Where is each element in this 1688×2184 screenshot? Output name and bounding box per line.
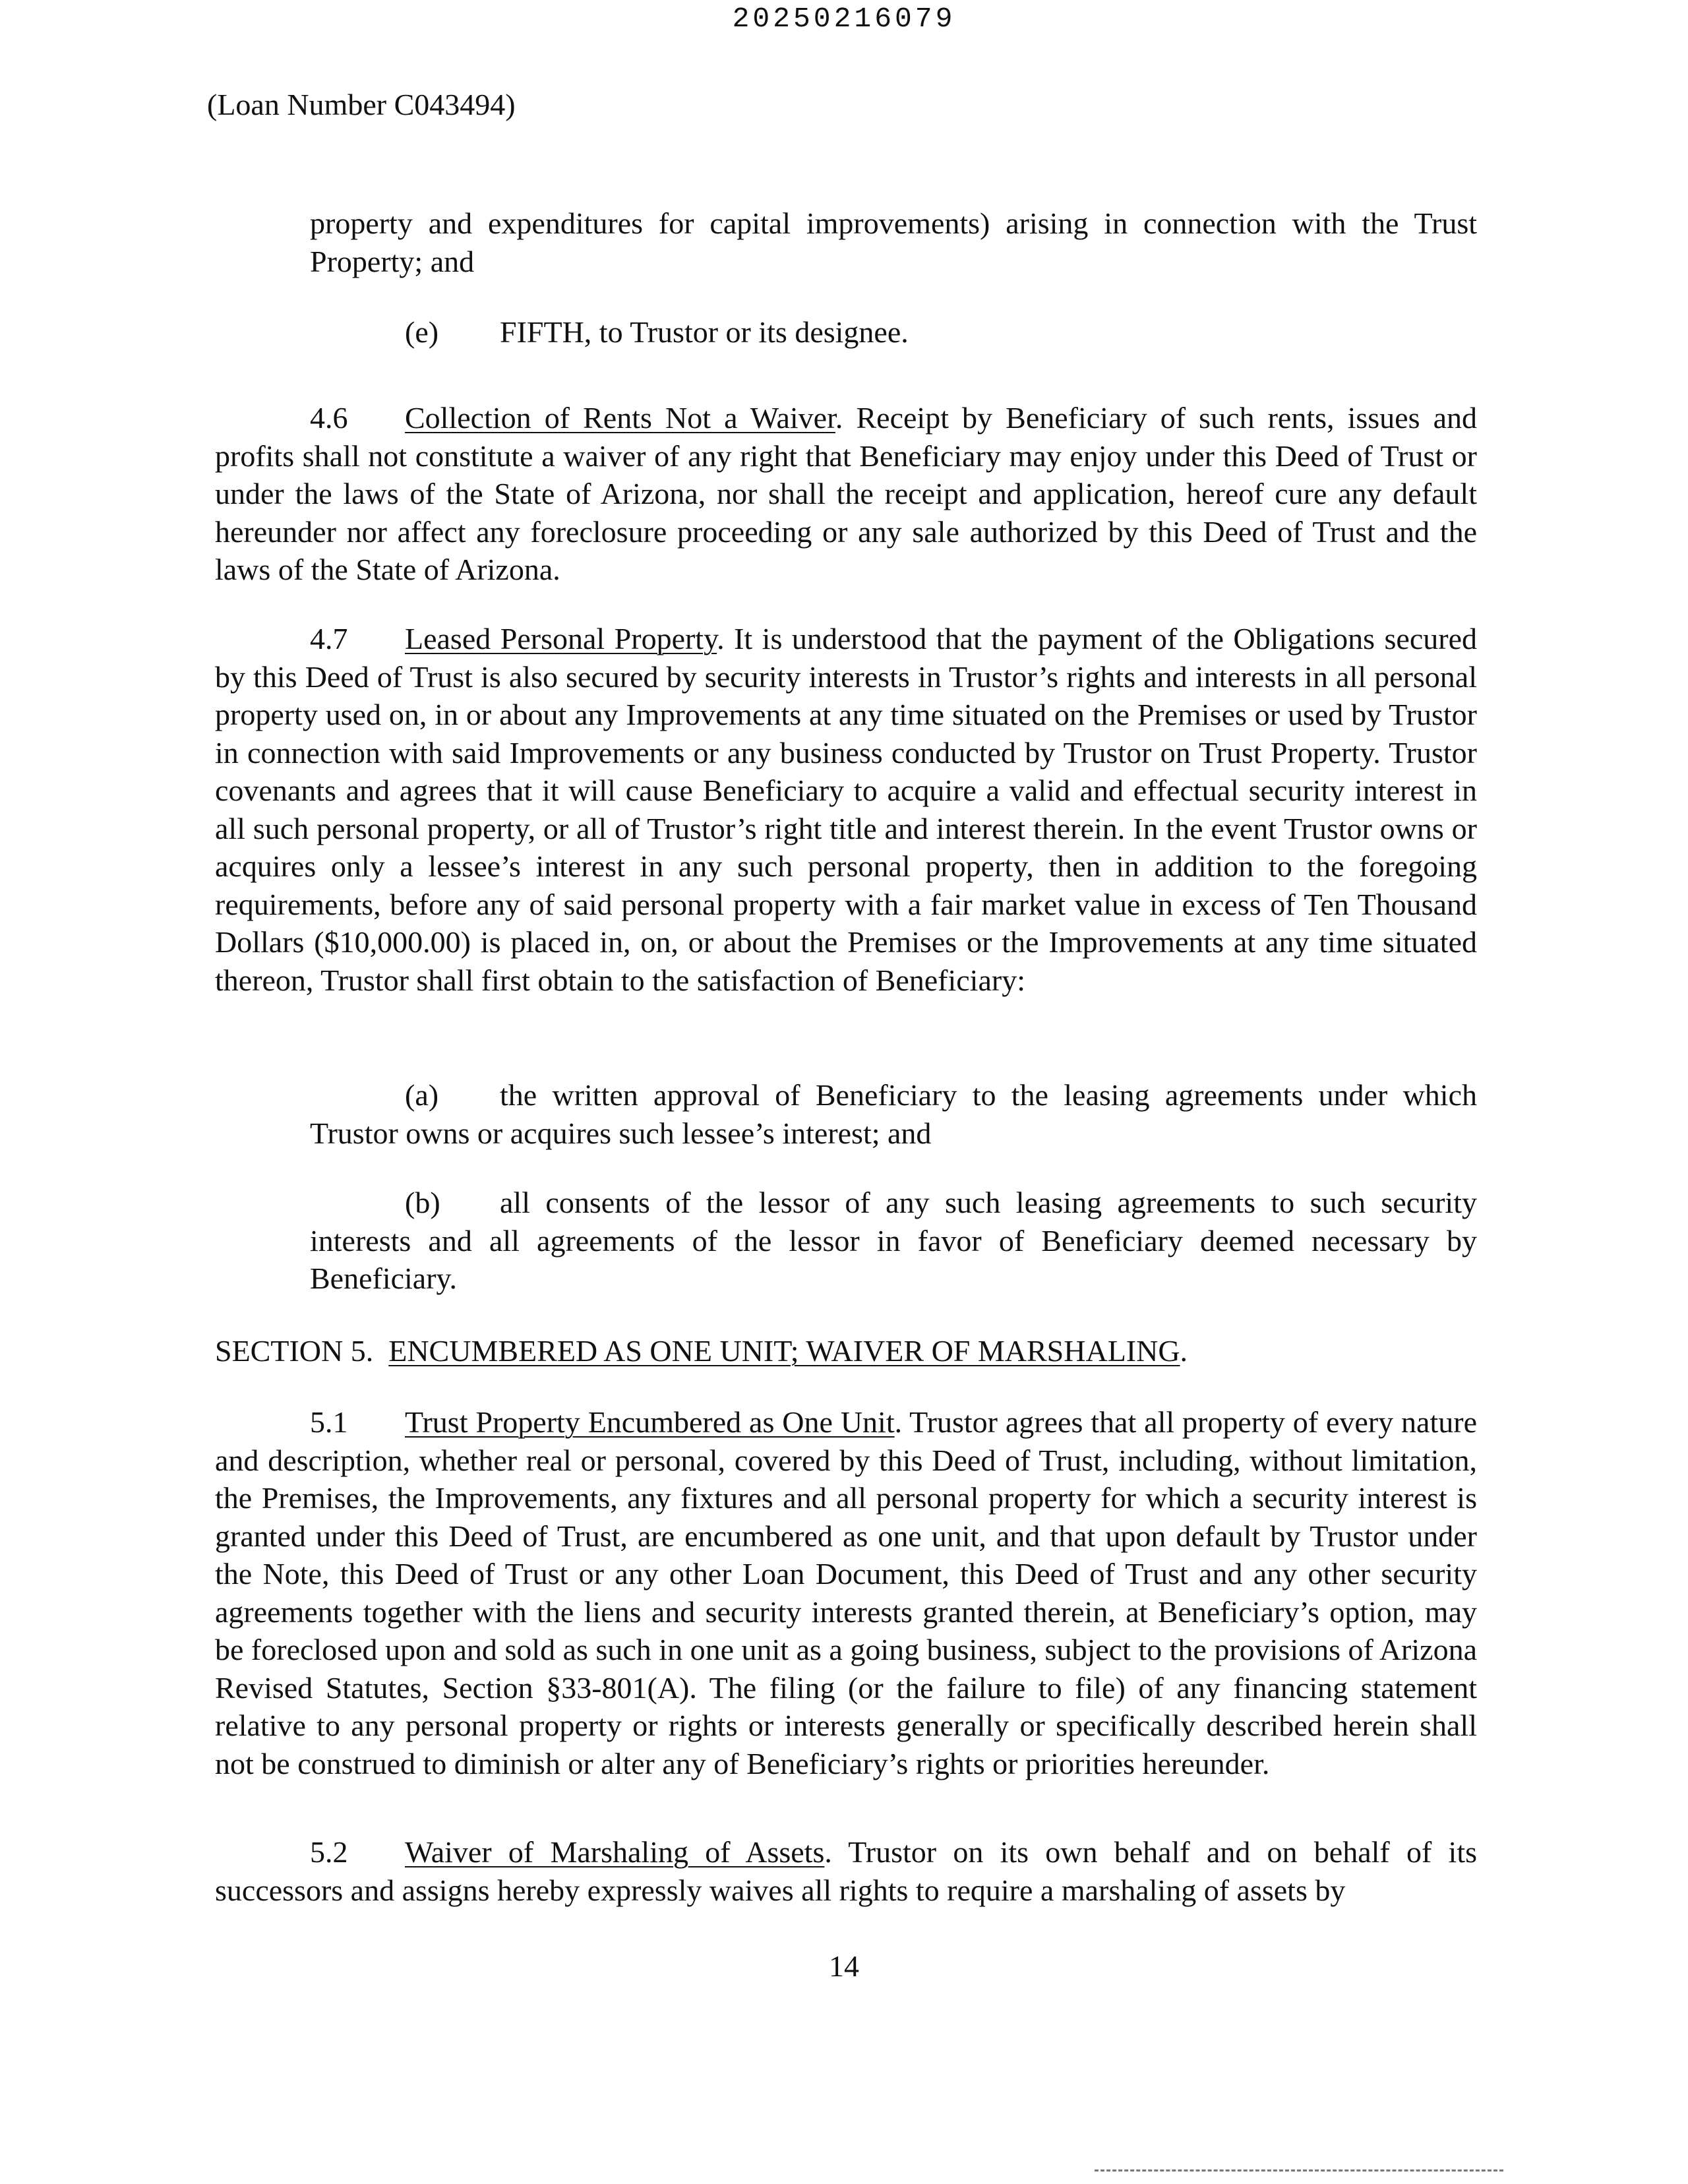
- item-a: [310, 1076, 1477, 1152]
- section-4-7: [215, 620, 1477, 999]
- section-5-1: [215, 1403, 1477, 1782]
- item-b-label: (b): [405, 1186, 440, 1219]
- item-a-label: (a): [405, 1078, 439, 1112]
- section-5-1-number: 5.1: [310, 1405, 348, 1439]
- section-4-7-number: 4.7: [310, 622, 348, 655]
- section-5-title: ENCUMBERED AS ONE UNIT; WAIVER OF MARSHALING: [388, 1334, 1180, 1368]
- item-b-text: all consents of the lessor of any such leasing agreements to such security interests and all agreements of the lessor in favor of Beneficiary deemed necessary by Beneficiary.: [310, 1186, 1477, 1295]
- section-4-6-text: . Receipt by Beneficiary of such rents, issues and profits shall not constitute a waiver of any right that Beneficiary may enjoy under this Deed of Trust or under the laws of the State of Arizona, nor shall the receipt and application, hereof cure any default hereunder nor affect any foreclosure proceeding or any sale authorized by this Deed of Trust and the laws of the State of Arizona.: [215, 401, 1477, 586]
- loan-number: (Loan Number C043494): [207, 88, 516, 121]
- section-5-2-text: . Trustor on its own behalf and on behalf of its successors and assigns hereby expressly waives all rights to require a marshaling of assets by: [215, 1835, 1477, 1907]
- section-4-7-heading: Leased Personal Property: [405, 622, 717, 655]
- section-5-1-heading: Trust Property Encumbered as One Unit: [405, 1405, 895, 1439]
- item-e-text: FIFTH, to Trustor or its designee.: [500, 315, 909, 349]
- section-4-7-text: . It is understood that the payment of the Obligations secured by this Deed of Trust is also secured by security interests in Trustor’s rights and interests in all personal property used on, in or about any Improvements at any time situated on the Premises or used by Trustor in connection with said Improvements or any business conducted by Trustor on Trust Property. Trustor covenants and agrees that it will cause Beneficiary to acquire a valid and effectual security interest in all such personal property, or all of Trustor’s right title and interest therein. In the event Trustor owns or acquires only a lessee’s interest in any such personal property, then in addition to the foregoing requirements, before any of said personal property with a fair market value in excess of Ten Thousand Dollars ($10,000.00) is placed in, on, or about the Premises or the Improvements at any time situated thereon, Trustor shall first obtain to the satisfaction of Beneficiary:: [215, 622, 1477, 997]
- page-number: 14: [829, 1949, 859, 1983]
- item-e: [405, 313, 909, 351]
- section-5-2: [215, 1833, 1477, 1909]
- section-5-prefix: SECTION 5.: [215, 1334, 374, 1368]
- section-5-2-heading: Waiver of Marshaling of Assets: [405, 1835, 825, 1869]
- section-5-period: .: [1180, 1334, 1188, 1368]
- section-4-6-number: 4.6: [310, 401, 348, 435]
- section-5-heading: [215, 1332, 1188, 1370]
- item-a-text: the written approval of Beneficiary to the leasing agreements under which Trustor owns or acquires such lessee’s interest; and: [310, 1078, 1477, 1150]
- scan-artifact-rule: [1095, 2169, 1503, 2171]
- section-4-6-heading: Collection of Rents Not a Waiver: [405, 401, 835, 435]
- section-5-1-text: . Trustor agrees that all property of every nature and description, whether real or personal, covered by this Deed of Trust, including, without limitation, the Premises, the Improvements, any fixtures and all personal property for which a security interest is granted under this Deed of Trust, are encumbered as one unit, and that upon default by Trustor under the Note, this Deed of Trust or any other Loan Document, this Deed of Trust and any other security agreements together with the liens and security interests granted therein, at Beneficiary’s option, may be foreclosed upon and sold as such in one unit as a going business, subject to the provisions of Arizona Revised Statutes, Section §33-801(A). The filing (or the failure to file) of any financing statement relative to any personal property or rights or interests generally or specifically described herein shall not be construed to diminish or alter any of Beneficiary’s rights or priorities hereunder.: [215, 1405, 1477, 1780]
- item-e-label: (e): [405, 315, 439, 349]
- continuation-paragraph: property and expenditures for capital improvements) arising in connection with the Trust Property; and: [310, 206, 1477, 278]
- item-b: [310, 1184, 1477, 1298]
- section-5-2-number: 5.2: [310, 1835, 348, 1869]
- recording-number: 20250216079: [732, 3, 956, 35]
- section-4-6: [215, 399, 1477, 589]
